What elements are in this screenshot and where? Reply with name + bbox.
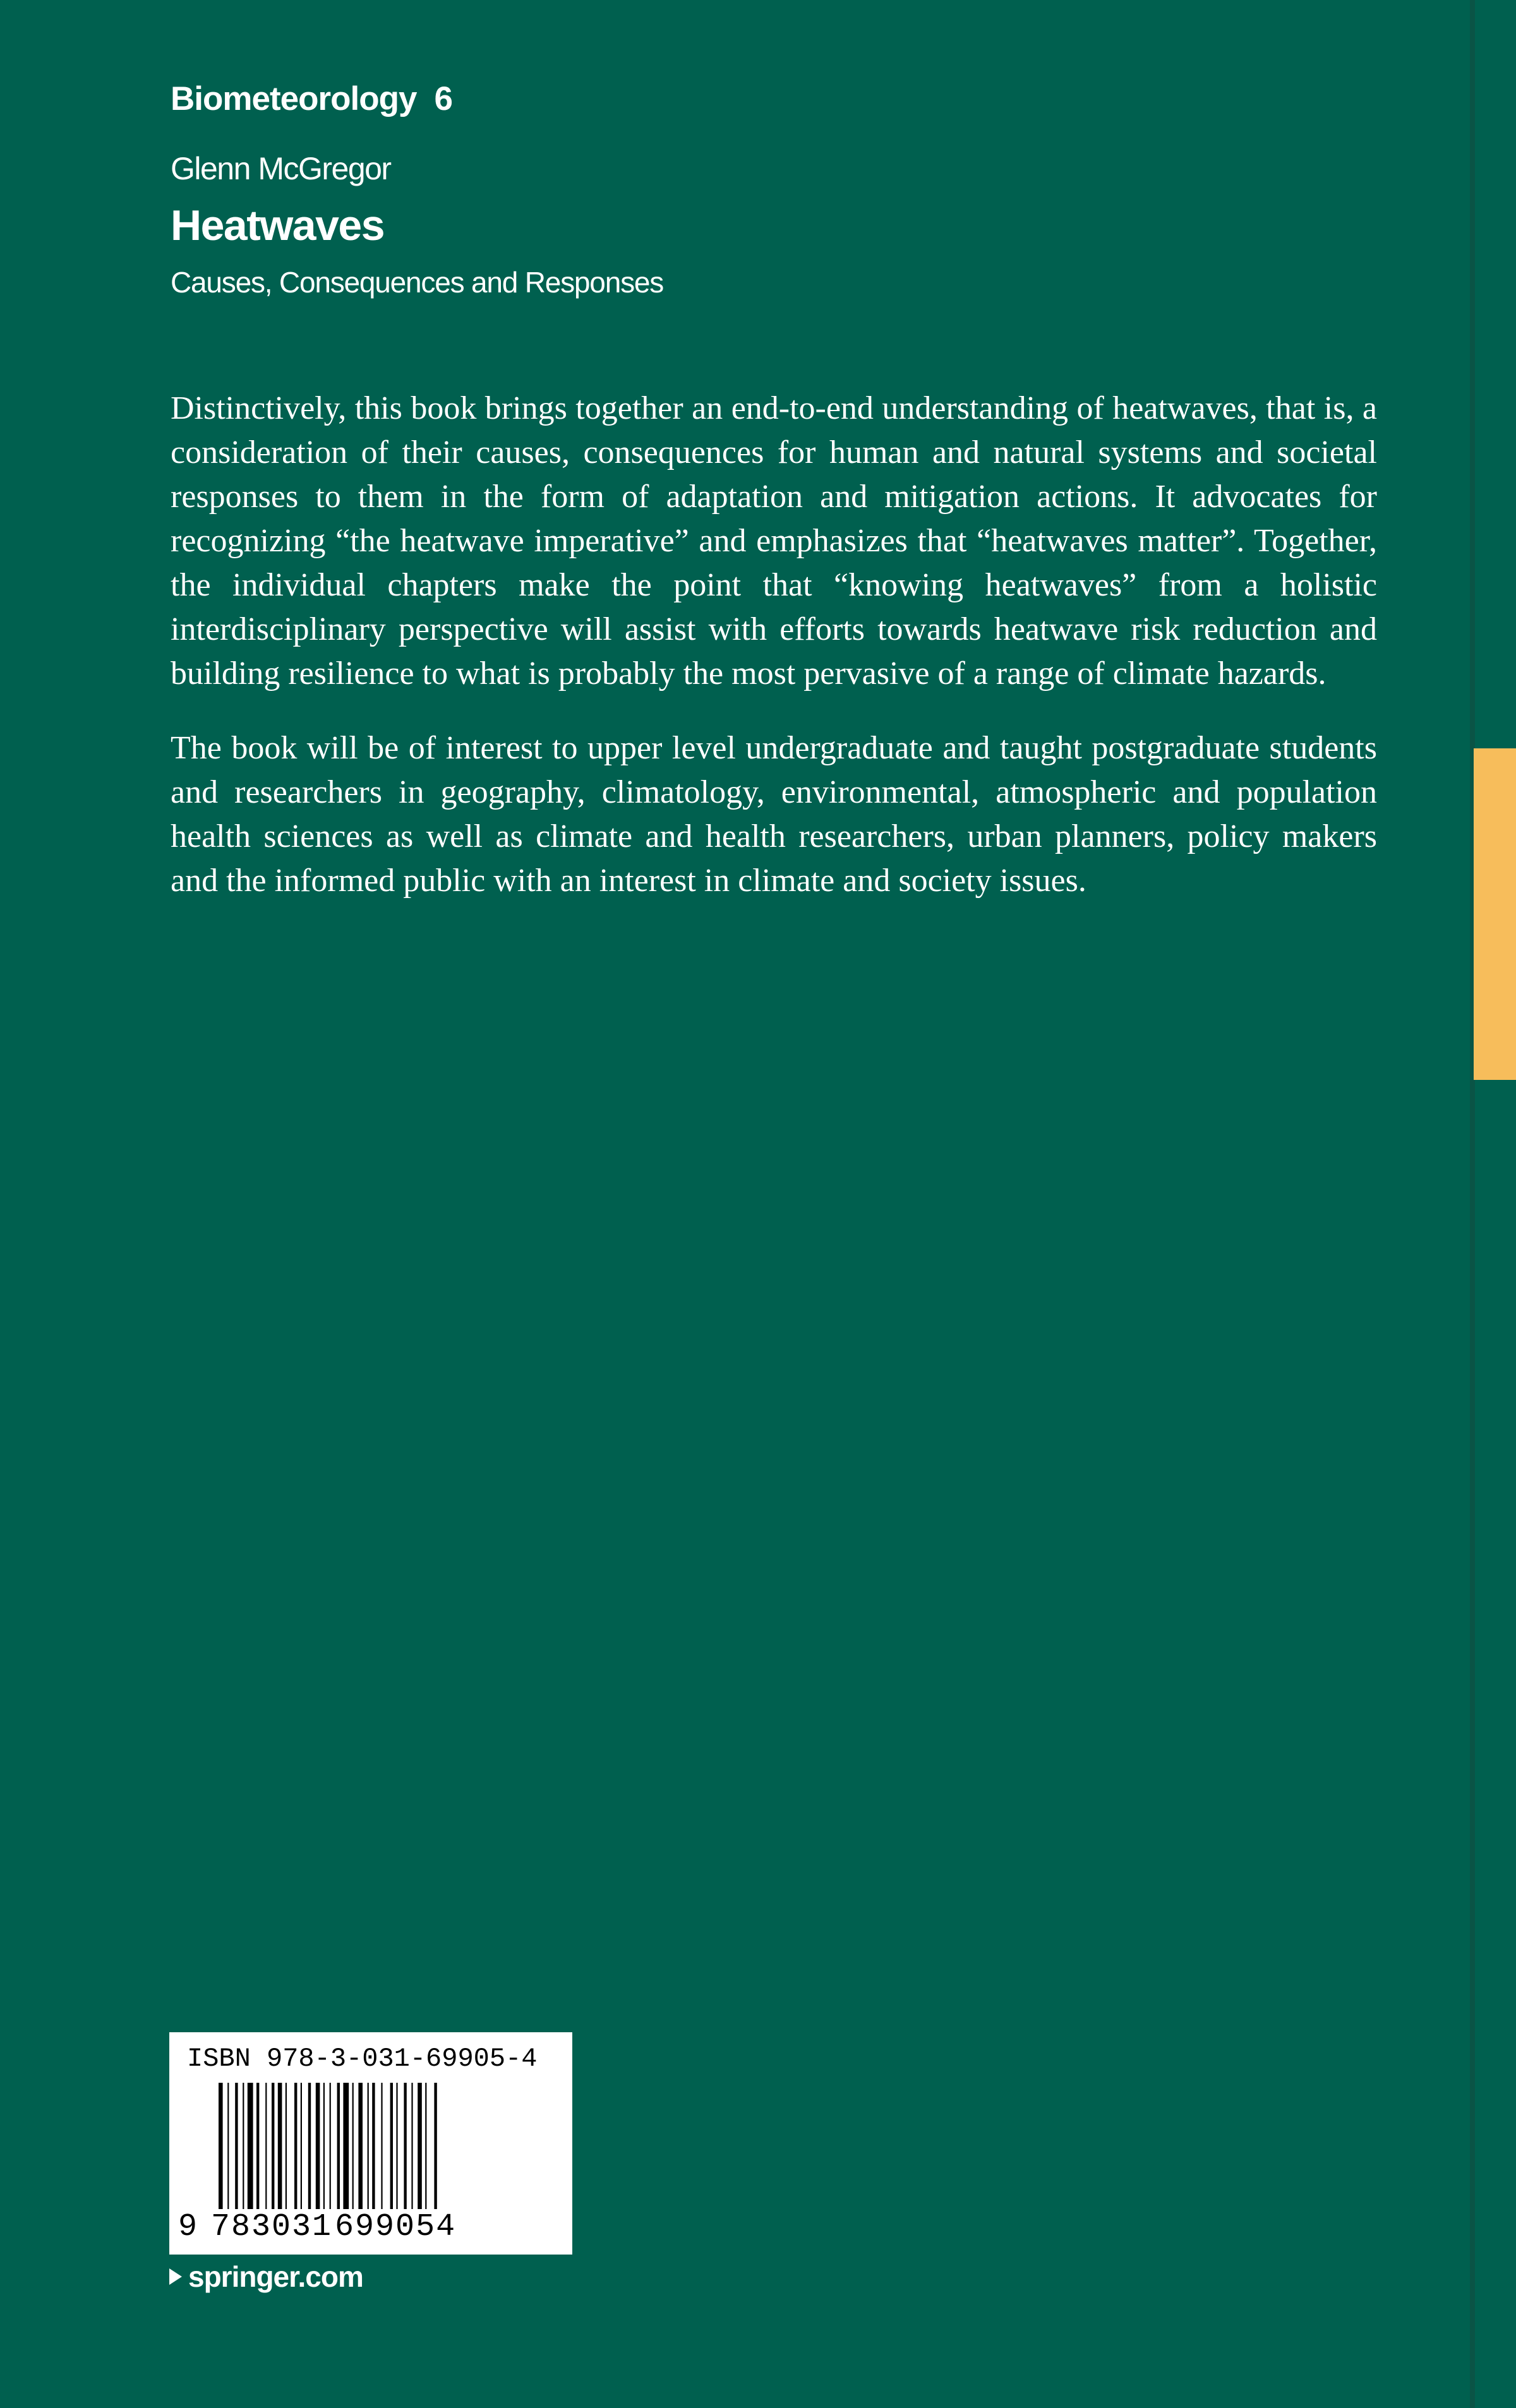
spine-accent-bar <box>1474 748 1516 1080</box>
barcode-bar <box>301 2083 302 2209</box>
barcode-bar <box>243 2083 244 2209</box>
barcode-bar <box>308 2083 311 2209</box>
barcode-bar <box>352 2083 354 2209</box>
barcode-bar <box>418 2083 422 2209</box>
barcode-bar <box>411 2083 412 2209</box>
ean-lead-digit: 9 <box>178 2209 199 2245</box>
barcode-bar <box>286 2083 287 2209</box>
book-description <box>171 386 1377 933</box>
publisher-link-text: springer.com <box>188 2260 363 2293</box>
barcode-bar <box>323 2083 325 2209</box>
spine <box>1475 0 1516 2408</box>
barcode-bar <box>337 2083 340 2209</box>
author-name: Glenn McGregor <box>171 151 391 186</box>
series-heading <box>171 80 452 118</box>
barcode-bar <box>219 2083 223 2215</box>
barcode-bars <box>219 2083 547 2215</box>
series-number: 6 <box>434 80 452 117</box>
barcode-bar <box>227 2083 229 2215</box>
barcode-bar <box>343 2083 349 2209</box>
barcode-bar <box>272 2083 274 2209</box>
description-paragraph: Distinctively, this book brings together an end-to-end understanding of heatwaves, that is, a consideration of their causes, consequences for human and natural systems and societal responses to them in the form of adaptation and mitigation actions. It advocates for recognizing “the heatwave imperative” and emphasizes that “heatwaves matter”. Together, the individual chapters make the point that “knowing heatwaves” from a holistic interdisciplinary perspective will assist with efforts towards heatwave risk reduction and building resilience to what is probably the most pervasive of a range of climate hazards. <box>171 390 1377 692</box>
barcode-bar <box>248 2083 253 2209</box>
book-subtitle: Causes, Consequences and Responses <box>171 266 664 299</box>
ean-group-right: 699054 <box>335 2209 457 2245</box>
barcode-bar <box>368 2083 369 2209</box>
barcode-bar <box>434 2083 436 2215</box>
barcode-bar <box>425 2083 426 2209</box>
barcode-bar <box>235 2083 238 2209</box>
barcode-bar <box>256 2083 259 2209</box>
play-triangle-icon <box>169 2268 182 2285</box>
series-name: Biometeorology <box>171 80 417 117</box>
barcode-bar <box>404 2083 406 2209</box>
barcode-bar <box>265 2083 267 2209</box>
book-title: Heatwaves <box>171 201 385 249</box>
barcode-bar <box>316 2083 320 2209</box>
description-paragraph: The book will be of interest to upper level undergraduate and taught postgraduate students and researchers in geography, climatology, environmental, atmospheric and population health sciences as well as climate and health researchers, urban planners, policy makers and the informed public with an interest in climate and society issues. <box>171 730 1377 899</box>
ean-group-left: 783031 <box>211 2209 333 2245</box>
isbn-label: ISBN 978-3-031-69905-4 <box>187 2044 538 2074</box>
barcode-bar <box>372 2083 375 2209</box>
barcode-bar <box>396 2083 397 2209</box>
barcode-bar <box>390 2083 393 2209</box>
ean-digits <box>178 2209 457 2245</box>
barcode-bar <box>358 2083 363 2209</box>
spine-divider <box>1470 0 1475 2408</box>
publisher-link[interactable] <box>169 2260 363 2294</box>
barcode-bar <box>381 2083 382 2209</box>
barcode-bar <box>330 2083 331 2215</box>
barcode-bar <box>294 2083 297 2209</box>
isbn-barcode <box>169 2032 572 2255</box>
barcode-bar <box>278 2083 282 2209</box>
